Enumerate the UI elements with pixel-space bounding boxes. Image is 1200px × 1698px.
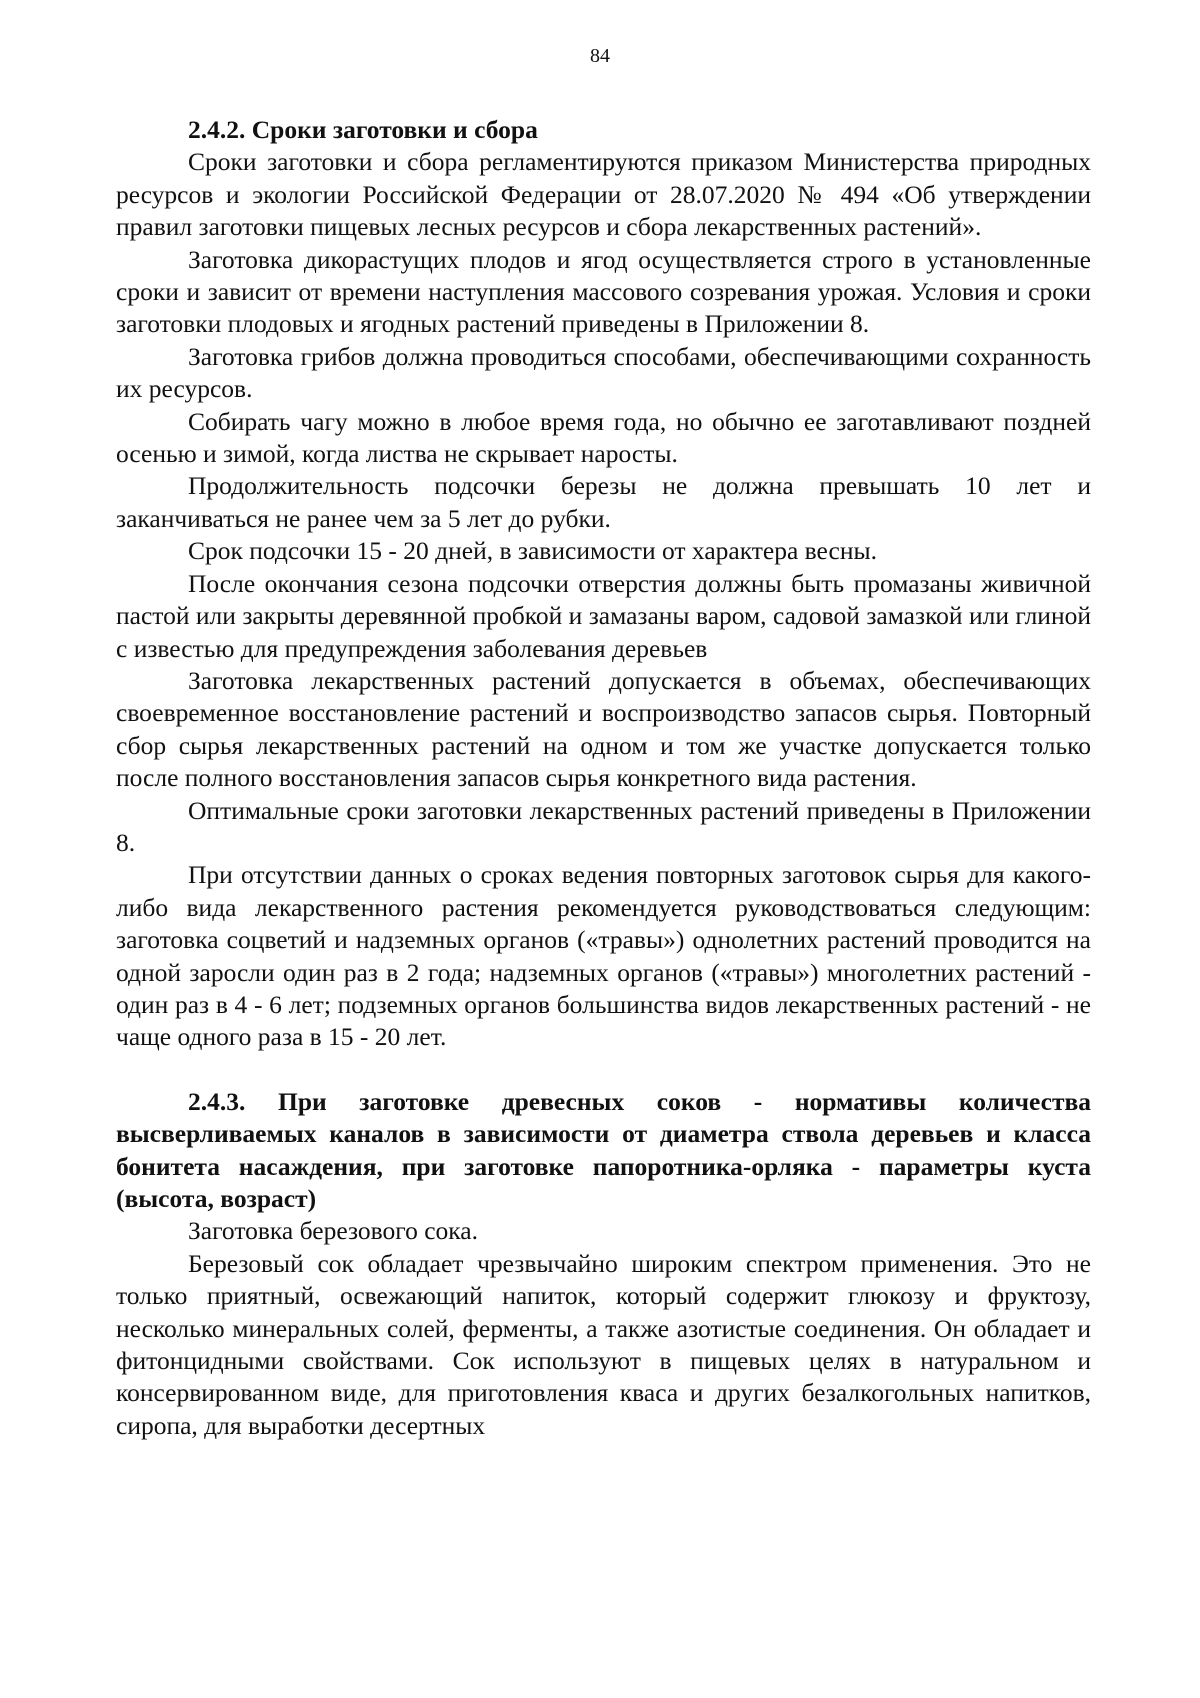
paragraph: Срок подсочки 15 - 20 дней, в зависимости от характера весны.: [188, 536, 877, 566]
document-body: [116, 114, 1091, 1442]
section-spacer: [116, 1054, 1091, 1086]
paragraph: После окончания сезона подсочки отверстия должны быть промазаны живичной пастой или закрыты деревянной пробкой и замазаны варом, садовой замазкой или глиной с известью для предупреждения заболевания деревьев: [116, 568, 1091, 663]
paragraph: Сроки заготовки и сбора регламентируются приказом Министерства природных ресурсов и экологии Российской Федерации от 28.07.2020 № 494 «Об утверждении правил заготовки пищевых лесных ресурсов и сбора лекарственных растений».: [116, 147, 1091, 242]
paragraph: Заготовка дикорастущих плодов и ягод осуществляется строго в установленные сроки и зависит от времени наступления массового созревания урожая. Условия и сроки заготовки плодовых и ягодных растений приведены в Приложении 8.: [116, 244, 1091, 339]
paragraph: Березовый сок обладает чрезвычайно широким спектром применения. Это не только приятный, освежающий напиток, который содержит глюкозу и фруктозу, несколько минеральных солей, ферменты, а также азотистые соединения. Он обладает и фитонцидными свойствами. Сок используют в пищевых целях в натуральном и консервированном виде, для приготовления кваса и других безалкогольных напитков, сиропа, для выработки десертных: [116, 1248, 1091, 1440]
paragraph: Продолжительность подсочки березы не должна превышать 10 лет и заканчиваться не ранее чем за 5 лет до рубки.: [116, 471, 1091, 533]
paragraph: Оптимальные сроки заготовки лекарственных растений приведены в Приложении 8.: [116, 795, 1091, 857]
paragraph: Собирать чагу можно в любое время года, но обычно ее заготавливают поздней осенью и зимой, когда листва не скрывает наросты.: [116, 406, 1091, 469]
paragraph: Заготовка грибов должна проводиться способами, обеспечивающими сохранность их ресурсов.: [116, 341, 1091, 404]
paragraph: Заготовка лекарственных растений допускается в объемах, обеспечивающих своевременное восстановление растений и воспроизводство запасов сырья. Повторный сбор сырья лекарственных растений на одном и том же участке допускается только после полного восстановления запасов сырья конкретного вида растения.: [116, 665, 1091, 793]
section-heading-2-4-2: 2.4.2. Сроки заготовки и сбора: [188, 115, 538, 144]
paragraph: При отсутствии данных о сроках ведения повторных заготовок сырья для какого-либо вида лекарственного растения рекомендуется руководствоваться следующим: заготовка соцветий и надземных органов («травы») однолетних растений проводится на одной заросли один раз в 2 года; надземных органов («травы») многолетних растений - один раз в 4 - 6 лет; подземных органов большинства видов лекарственных растений - не чаще одного раза в 15 - 20 лет.: [116, 860, 1091, 1052]
section-heading-2-4-3: 2.4.3. При заготовке древесных соков - нормативы количества высверливаемых каналов в зависимости от диаметра ствола деревьев и класса бонитета насаждения, при заготовке папоротника-орляка - параметры куста (высота, возраст): [116, 1086, 1091, 1213]
paragraph: Заготовка березового сока.: [188, 1216, 478, 1246]
page-number: 84: [590, 45, 610, 67]
